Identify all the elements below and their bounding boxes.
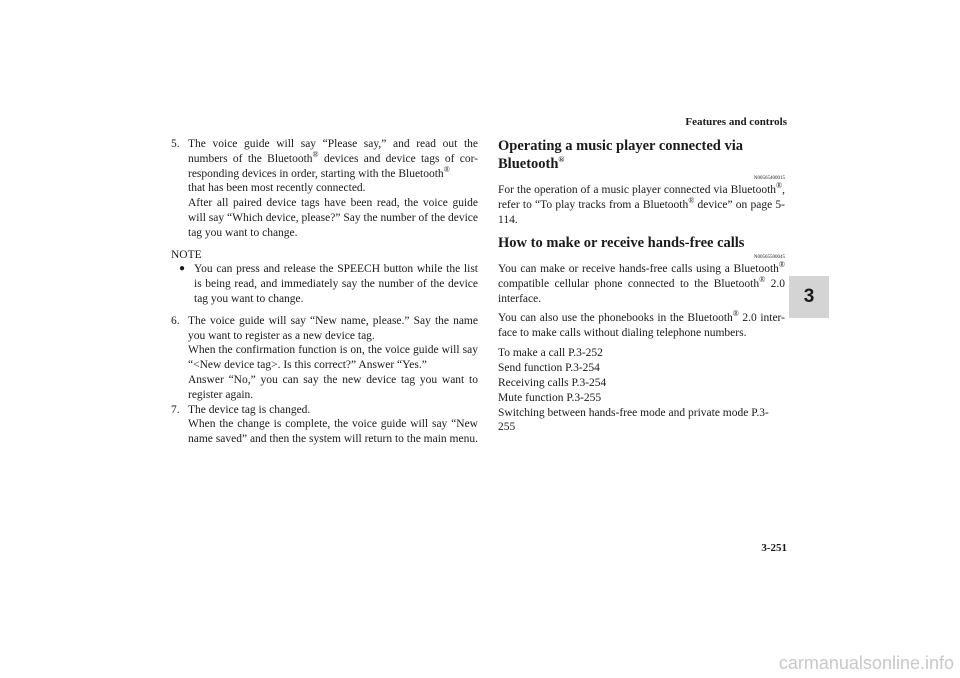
registered-mark: ® [778, 260, 785, 270]
registered-mark: ® [759, 275, 766, 285]
music-player-text: For the operation of a music player connected via Bluetooth®, refer to “To play tracks from a Bluetooth® device” on page 5-114. [498, 181, 786, 226]
watermark: carmanualsonline.info [778, 653, 954, 673]
registered-mark: ® [312, 149, 319, 159]
hands-free-text-2: You can also use the phonebooks in the Bluetooth® 2.0 inter-face to make calls without dialing telephone numbers. [498, 308, 785, 339]
step-7-text: The device tag is changed. [188, 403, 311, 416]
note-label: NOTE [171, 248, 202, 261]
reference-link[interactable]: Switching between hands-free mode and private mode P.3-255 [498, 406, 769, 434]
left-column [171, 137, 478, 447]
step-6-text-3: Answer “No,” you can say the new device tag you want to register again. [188, 373, 478, 401]
page-number: 3-251 [761, 542, 787, 554]
step-number: 5. [171, 138, 180, 150]
step-6-text-2: When the confirmation function is on, the voice guide will say “<New device tag>. Is this correct?” Answer “Yes.” [188, 344, 478, 372]
reference-link[interactable]: Send function P.3-254 [498, 362, 600, 375]
page-header-title: Features and controls [685, 116, 787, 128]
bullet-icon: ● [179, 263, 186, 275]
note-item [179, 262, 478, 306]
registered-mark: ® [688, 195, 695, 205]
hands-free-text: You can make or receive hands-free calls using a Bluetooth® compatible cellular phone connected to the Bluetooth® 2.0 interface. [498, 260, 785, 305]
step-6-text: The voice guide will say “New name, please.” Say the name you want to register as a new device tag. [188, 314, 478, 342]
step-7 [171, 403, 478, 447]
right-column [498, 137, 785, 435]
step-7-text-2: When the change is complete, the voice guide will say “New name saved” and then the system will return to the main menu. [188, 418, 478, 446]
reference-list [498, 346, 785, 435]
step-6 [171, 314, 478, 403]
step-5 [171, 137, 478, 241]
step-5-text: The voice guide will say “Please say,” and read out the numbers of the Bluetooth® devices and device tags of cor-responding devices in order, starting with the Bluetooth® that has been most recently connected. [188, 138, 479, 195]
registered-mark: ® [776, 181, 783, 191]
registered-mark: ® [732, 308, 739, 318]
reference-link[interactable]: Receiving calls P.3-254 [498, 376, 607, 389]
registered-mark: ® [443, 164, 450, 174]
step-number: 7. [171, 403, 180, 416]
chapter-tab: 3 [789, 276, 829, 318]
step-number: 6. [171, 314, 180, 327]
section-code: N00565400015 [753, 176, 785, 181]
registered-mark: ® [558, 155, 565, 165]
reference-link[interactable]: To make a call P.3-252 [498, 347, 603, 360]
note-text: You can press and release the SPEECH button while the list is being read, and immediately say the number of the device tag you want to change. [194, 263, 478, 305]
hands-free-heading: How to make or receive hands-free calls [498, 235, 745, 252]
step-5-text-2: After all paired device tags have been read, the voice guide will say “Which device, please?” Say the number of the device tag you want to change. [188, 197, 478, 239]
music-player-heading: Operating a music player connected via Bluetooth® [498, 138, 744, 172]
section-code: N00565500045 [753, 255, 785, 261]
reference-link[interactable]: Mute function P.3-255 [498, 391, 602, 404]
